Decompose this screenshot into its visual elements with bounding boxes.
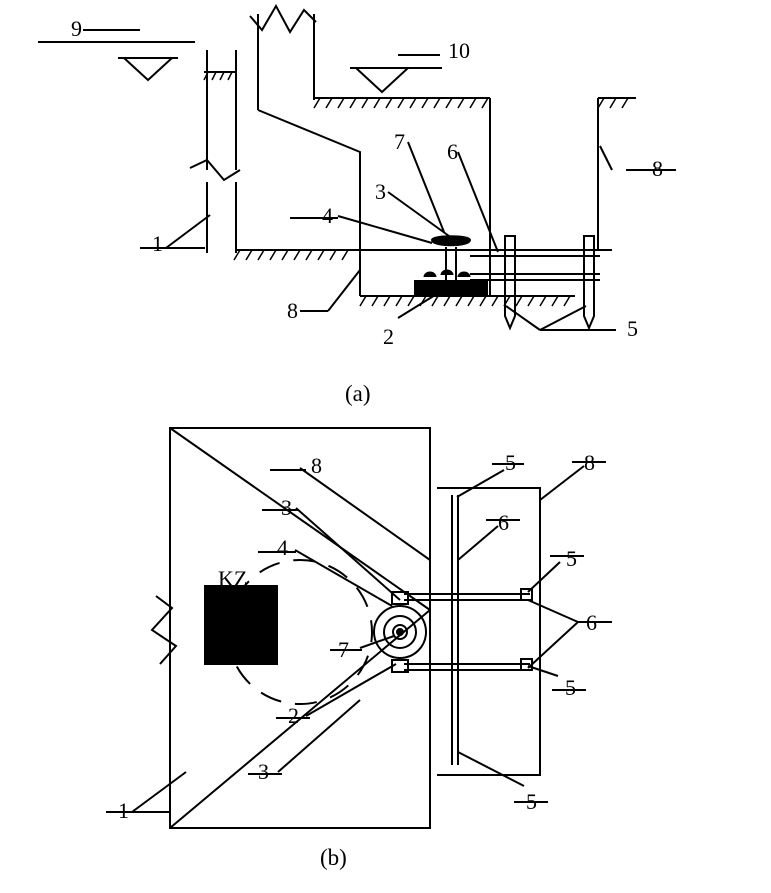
leader-3 — [388, 192, 449, 236]
stem-7 — [446, 247, 456, 283]
callout-1-a: 1 — [152, 231, 163, 256]
ground-hatch-pit-bottom — [360, 296, 570, 306]
ground-hatch-right — [598, 98, 628, 108]
callout-4-b: 4 — [277, 535, 288, 560]
excavation-slope — [258, 110, 360, 250]
rail-5-left — [452, 495, 458, 765]
water-triangle-9 — [124, 58, 172, 80]
caption-b: (b) — [320, 845, 347, 870]
callout-5-b-bottom: 5 — [526, 789, 537, 814]
water-triangle-10 — [356, 68, 408, 92]
leader-6-plan-top — [458, 526, 498, 560]
beam-6-plan-bottom — [404, 664, 530, 670]
break-symbol-left — [190, 160, 240, 180]
callout-4-a: 4 — [322, 203, 333, 228]
leader-6r — [528, 600, 578, 668]
leader-7-plan — [360, 636, 394, 648]
ground-hatch-left — [204, 72, 232, 80]
callout-6-b-top: 6 — [498, 510, 509, 535]
ground-hatch-pit-left — [234, 250, 348, 260]
callout-1-b: 1 — [118, 798, 129, 823]
callout-8-a-left: 8 — [287, 298, 298, 323]
leader-1-plan — [132, 772, 186, 812]
leader-5r-top — [528, 562, 560, 592]
leader-4 — [338, 216, 432, 243]
leader-4-plan — [295, 550, 392, 606]
kz-label: KZ — [218, 566, 248, 591]
leader-5-plan-top — [457, 470, 504, 497]
ground-hatch-pier — [314, 98, 488, 108]
leader-8-left — [328, 270, 360, 311]
callout-7-a: 7 — [394, 129, 405, 154]
ring-center-dot — [397, 629, 403, 635]
callout-8-b-right: 8 — [584, 450, 595, 475]
caption-a: (a) — [345, 381, 371, 406]
callout-3-a: 3 — [375, 179, 386, 204]
callout-2-b: 2 — [288, 703, 299, 728]
callout-5-b-right: 5 — [566, 546, 577, 571]
break-symbol-pier — [250, 6, 316, 32]
callout-8-b-top: 8 — [311, 453, 322, 478]
callout-2-a: 2 — [383, 324, 394, 349]
callout-5-a: 5 — [627, 316, 638, 341]
callout-3-b-bottom: 3 — [258, 759, 269, 784]
callout-9-a: 9 — [71, 16, 82, 41]
base-block-2 — [415, 281, 487, 294]
callout-5-b-topright: 5 — [505, 450, 516, 475]
leader-8-right — [600, 146, 612, 170]
callout-10-a: 10 — [448, 38, 470, 63]
leader-8-plan — [300, 468, 430, 560]
kz-column — [205, 586, 277, 664]
beam-6-plan-top — [404, 594, 530, 600]
leader-3-plan — [296, 508, 400, 600]
callout-5-b-bottomright: 5 — [565, 675, 576, 700]
leader-8b-plan — [540, 466, 584, 500]
callout-6-a: 6 — [447, 139, 458, 164]
plate-3 — [432, 236, 470, 245]
break-symbol-plan — [152, 596, 176, 664]
leader-5b-plan — [458, 752, 524, 786]
callout-8-a-right: 8 — [652, 156, 663, 181]
callout-7-b: 7 — [338, 637, 349, 662]
callout-6-b-right: 6 — [586, 610, 597, 635]
leader-5b — [540, 306, 586, 330]
callout-3-b-top: 3 — [281, 495, 292, 520]
leader-1 — [166, 215, 210, 248]
